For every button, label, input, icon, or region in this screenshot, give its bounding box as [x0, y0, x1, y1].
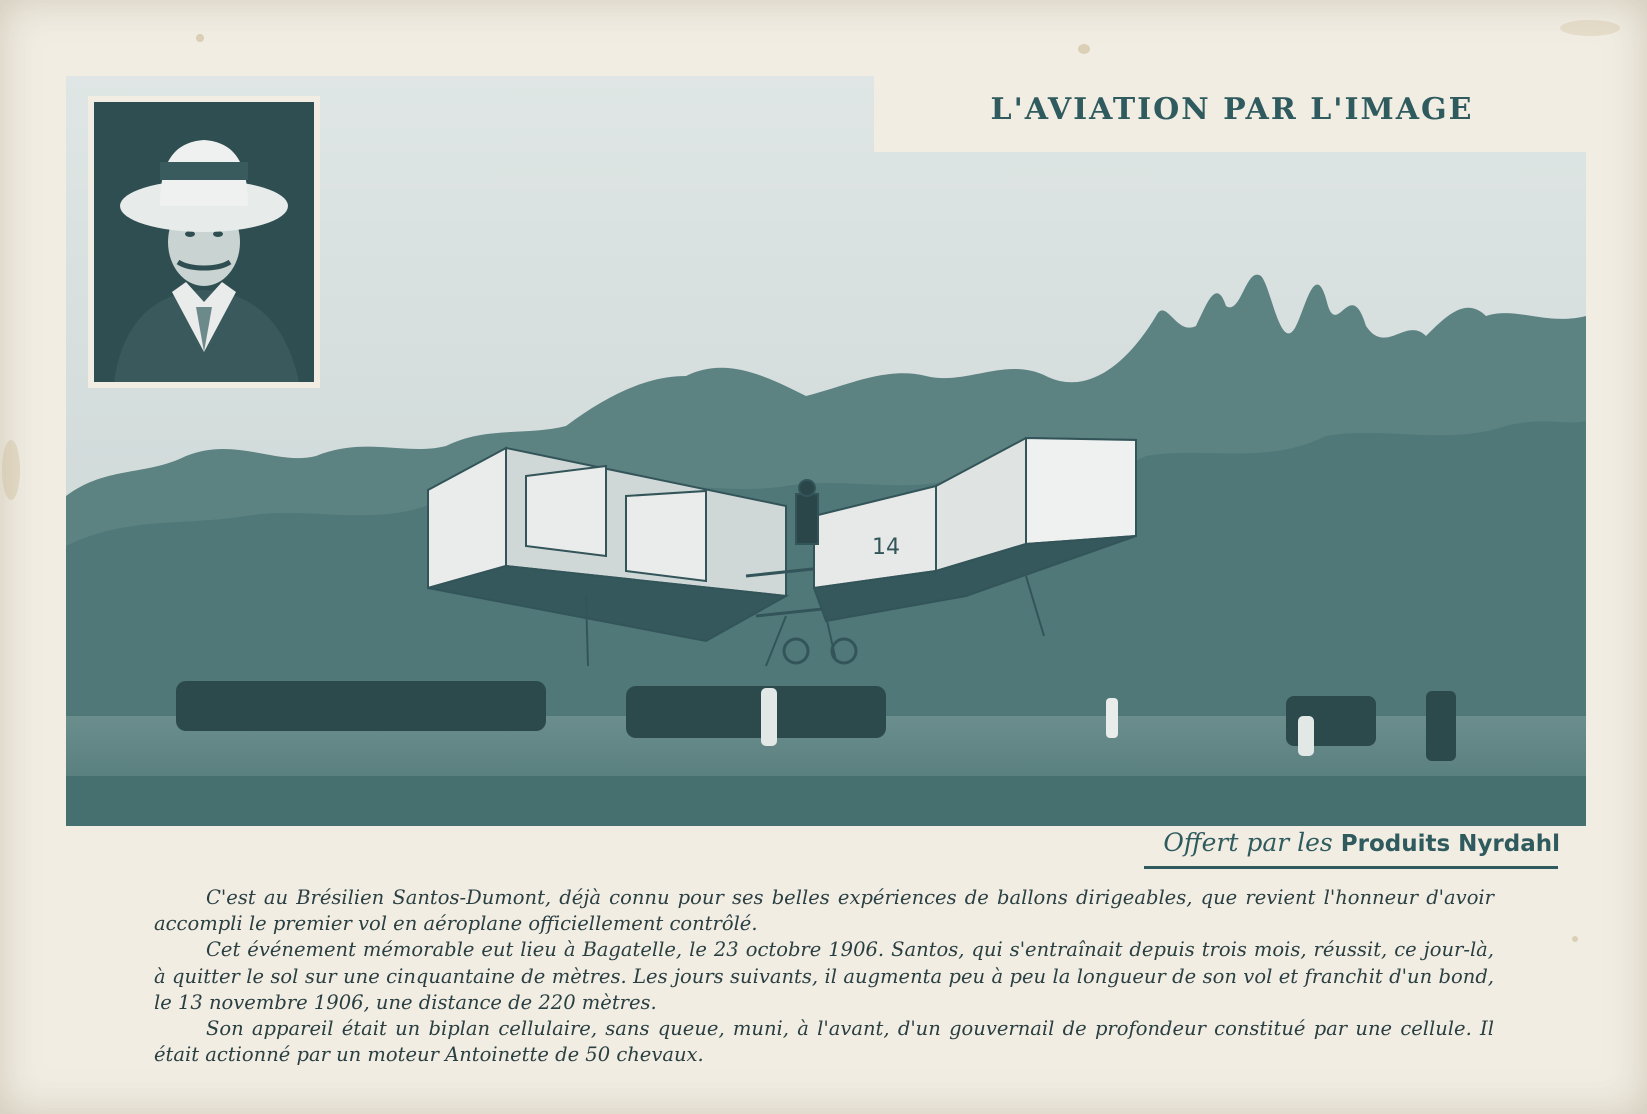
portrait-photo: [94, 102, 314, 382]
paper-stain: [1572, 936, 1578, 942]
sponsor-underline: [1144, 866, 1558, 869]
aircraft-number: 14: [872, 535, 900, 560]
paper-stain: [2, 440, 20, 500]
paper-stain: [196, 34, 204, 42]
paragraph: C'est au Brésilien Santos-Dumont, déjà connu pour ses belles expériences de ballons dirigeables, que revient l'honneur d'avoir accompli le premier vol en aéroplane officiellement contrôlé.: [154, 886, 1494, 936]
paper-stain: [1560, 20, 1620, 36]
sponsor-prefix: Offert par les: [1163, 828, 1333, 857]
portrait-photo-icon: [94, 102, 314, 382]
sponsor-line: [1140, 828, 1560, 870]
paragraph: Cet événement mémorable eut lieu à Bagatelle, le 23 octobre 1906. Santos, qui s'entraînait depuis trois mois, réussit, ce jour-là, à quitter le sol sur une cinquantaine de mètres. Les jours suivants, il augmenta peu à peu la longueur de son vol et franchit d'un bond, le 13 novembre 1906, une distance de 220 mètres.: [154, 938, 1494, 1014]
page-title: L'AVIATION PAR L'IMAGE: [990, 92, 1474, 127]
sponsor-brand: Produits Nyrdahl: [1340, 831, 1560, 857]
paragraph: Son appareil était un biplan cellulaire, sans queue, muni, à l'avant, d'un gouvernail de profondeur constitué par une cellule. Il était actionné par un moteur Antoinette de 50 chevaux.: [154, 1017, 1494, 1067]
title-box: [874, 74, 1590, 152]
portrait-frame: [88, 96, 320, 388]
description-text: [154, 885, 1494, 1068]
paper-stain: [1078, 44, 1090, 54]
